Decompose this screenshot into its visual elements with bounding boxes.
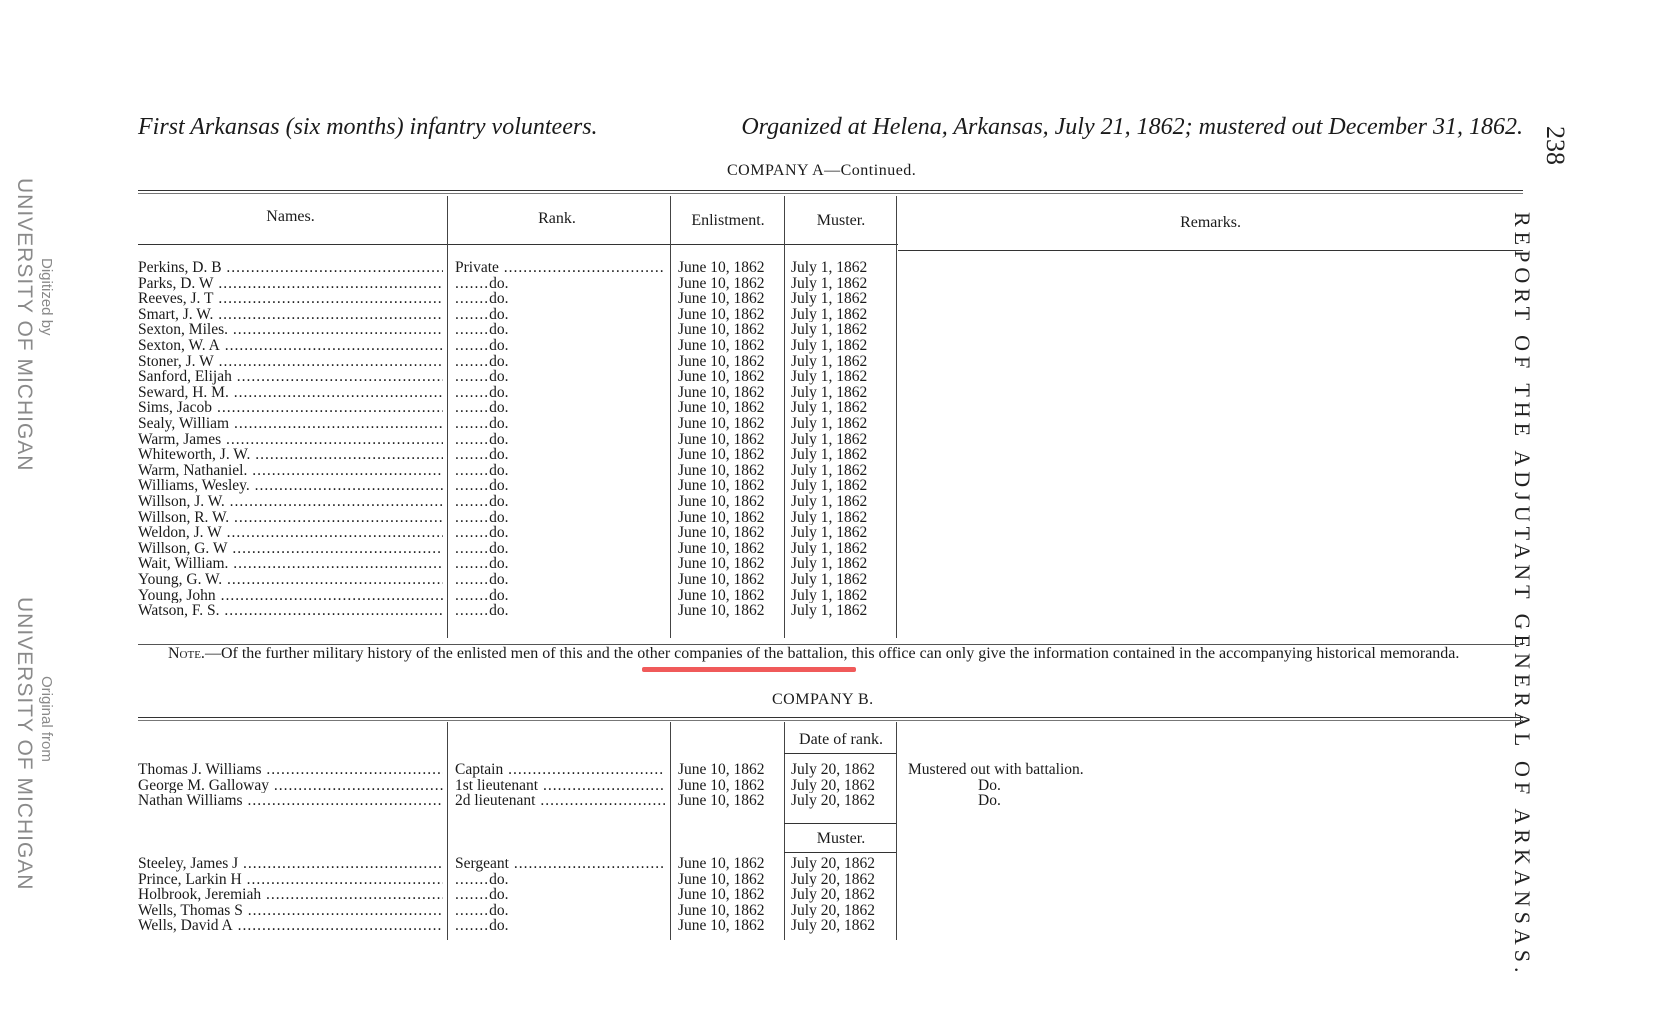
note-text: —Of the further military history of the enlisted men of this and the other companies of the battalion, this office can only give the information contained in the accompanying historical memoranda.: [204, 645, 1460, 662]
rank-cell: ....... do.: [455, 432, 665, 448]
company-b-top-rule: [138, 717, 1523, 718]
enlistment-cell: June 10, 1862: [678, 856, 765, 872]
column-rule-4: [896, 196, 897, 638]
muster-cell: July 1, 1862: [791, 447, 868, 463]
enlistment-cell: June 10, 1862: [678, 338, 765, 354]
name-cell: Reeves, J. T .....: [138, 291, 443, 307]
rank-cell: ....... do.: [455, 322, 665, 338]
enlistment-cell: June 10, 1862: [678, 777, 765, 794]
rank-cell: ....... do.: [455, 307, 665, 323]
name-cell: George M. Galloway .....: [138, 778, 443, 794]
rank-cell: ....... do.: [455, 541, 665, 557]
muster-cell: July 1, 1862: [791, 509, 868, 526]
muster-cell: July 1, 1862: [791, 462, 868, 479]
date-of-rank-header: Date of rank.: [799, 731, 883, 748]
enlistment-cell: June 10, 1862: [678, 369, 765, 385]
rank-cell: ....... do.: [455, 369, 665, 385]
enlistment-cell: June 10, 1862: [678, 494, 765, 510]
date-of-rank-cell: July 20, 1862: [791, 777, 875, 794]
muster-cell: July 1, 1862: [791, 478, 868, 494]
name-cell: Sealy, William .....: [138, 416, 443, 432]
name-cell: Seward, H. M. .....: [138, 385, 443, 401]
remarks-cell: Do.: [978, 777, 1001, 794]
date-of-rank-rule: [784, 753, 896, 754]
enlistment-cell: June 10, 1862: [678, 918, 765, 934]
enlistment-cell: June 10, 1862: [678, 478, 765, 494]
muster-cell: July 1, 1862: [791, 540, 868, 557]
name-cell: Sanford, Elijah .....: [138, 369, 443, 385]
rank-cell: ....... do.: [455, 556, 665, 572]
name-cell: Warm, Nathaniel. .....: [138, 463, 443, 479]
rank-cell: ....... do.: [455, 478, 665, 494]
muster-cell: July 1, 1862: [791, 338, 868, 354]
name-cell: Nathan Williams .....: [138, 793, 443, 809]
rank-cell: ....... do.: [455, 354, 665, 370]
rank-cell: ....... do.: [455, 603, 665, 619]
original-from-label: Original from: [38, 676, 55, 762]
name-cell: Perkins, D. B .....: [138, 260, 443, 276]
rank-cell: ....... do.: [455, 494, 665, 510]
column-header-names: Names.: [266, 208, 315, 225]
header-unit-title: First Arkansas (six months) infantry volunteers.: [138, 114, 598, 140]
rank-cell: ....... do.: [455, 588, 665, 604]
name-cell: Sexton, Miles. .....: [138, 322, 443, 338]
enlistment-cell: June 10, 1862: [678, 509, 765, 526]
name-cell: Wells, David A .....: [138, 918, 443, 934]
enlistment-cell: June 10, 1862: [678, 793, 765, 809]
muster-cell: July 1, 1862: [791, 603, 868, 619]
name-cell: Williams, Wesley. .....: [138, 478, 443, 494]
b-column-rule-1: [447, 722, 448, 940]
name-cell: Whiteworth, J. W. .....: [138, 447, 443, 463]
rank-cell: ....... do.: [455, 447, 665, 463]
rank-cell: ....... do.: [455, 416, 665, 432]
muster-cell: July 1, 1862: [791, 369, 868, 385]
company-a-title: COMPANY A—Continued.: [727, 162, 917, 179]
enlistment-cell: June 10, 1862: [678, 275, 765, 292]
rank-cell: ....... do.: [455, 903, 665, 919]
running-head: REPORT OF THE ADJUTANT GENERAL OF ARKANSAS.: [1510, 212, 1535, 978]
name-cell: Sims, Jacob .....: [138, 400, 443, 416]
enlistment-cell: June 10, 1862: [678, 291, 765, 307]
name-cell: Wait, William. .....: [138, 556, 443, 572]
rank-cell: Sergeant .....: [455, 856, 665, 872]
muster-cell: July 20, 1862: [791, 902, 875, 919]
muster-cell: July 1, 1862: [791, 353, 868, 370]
enlistment-cell: June 10, 1862: [678, 431, 765, 448]
enlistment-cell: June 10, 1862: [678, 384, 765, 401]
table-top-rule-2: [138, 193, 1523, 194]
muster-cell: July 1, 1862: [791, 494, 868, 510]
b-column-rule-4: [896, 722, 897, 940]
enlistment-cell: June 10, 1862: [678, 572, 765, 588]
page-header: [138, 114, 1523, 141]
company-b-top-rule-2: [138, 720, 1523, 721]
enlistment-cell: June 10, 1862: [678, 902, 765, 919]
rank-cell: ....... do.: [455, 510, 665, 526]
muster-cell: July 20, 1862: [791, 871, 875, 888]
rank-cell: ....... do.: [455, 385, 665, 401]
name-cell: Steeley, James J .....: [138, 856, 443, 872]
name-cell: Parks, D. W .....: [138, 276, 443, 292]
page-number: 238: [1541, 126, 1570, 165]
muster-cell: July 1, 1862: [791, 384, 868, 401]
column-rule-1: [447, 196, 448, 638]
name-cell: Weldon, J. W .....: [138, 525, 443, 541]
enlistment-cell: June 10, 1862: [678, 871, 765, 888]
rank-cell: ....... do.: [455, 463, 665, 479]
name-cell: Wells, Thomas S .....: [138, 903, 443, 919]
muster-cell: July 1, 1862: [791, 572, 868, 588]
rank-cell: ....... do.: [455, 572, 665, 588]
muster-cell: July 1, 1862: [791, 322, 868, 338]
rank-cell: Private .....: [455, 260, 665, 276]
column-rule-2: [670, 196, 671, 638]
muster-cell: July 20, 1862: [791, 918, 875, 934]
name-cell: Young, John .....: [138, 588, 443, 604]
name-cell: Willson, R. W. .....: [138, 510, 443, 526]
column-header-muster: Muster.: [816, 212, 866, 229]
enlistment-cell: June 10, 1862: [678, 260, 765, 276]
remarks-head-rule: [898, 250, 1523, 251]
muster-cell: July 1, 1862: [791, 431, 868, 448]
name-cell: Smart, J. W. .....: [138, 307, 443, 323]
header-organization-dates: Organized at Helena, Arkansas, July 21, 1862; mustered out December 31, 1862.: [741, 114, 1523, 140]
date-of-rank-cell: July 20, 1862: [791, 793, 875, 809]
name-cell: Warm, James .....: [138, 432, 443, 448]
rank-cell: ....... do.: [455, 525, 665, 541]
enlistment-cell: June 10, 1862: [678, 525, 765, 541]
enlistment-cell: June 10, 1862: [678, 556, 765, 572]
rank-cell: ....... do.: [455, 291, 665, 307]
date-of-rank-cell: July 20, 1862: [791, 762, 875, 778]
muster-cell: July 1, 1862: [791, 306, 868, 323]
muster-cell: July 1, 1862: [791, 291, 868, 307]
name-cell: Prince, Larkin H .....: [138, 872, 443, 888]
enlistment-cell: June 10, 1862: [678, 322, 765, 338]
enlistment-cell: June 10, 1862: [678, 603, 765, 619]
rank-cell: ....... do.: [455, 918, 665, 934]
rank-cell: ....... do.: [455, 887, 665, 903]
enlistment-cell: June 10, 1862: [678, 540, 765, 557]
enlistment-cell: June 10, 1862: [678, 306, 765, 323]
note-paragraph: [138, 646, 1523, 662]
muster-cell: July 1, 1862: [791, 587, 868, 604]
rank-cell: Captain .....: [455, 762, 665, 778]
name-cell: Watson, F. S. .....: [138, 603, 443, 619]
muster-cell: July 1, 1862: [791, 416, 868, 432]
table-top-rule: [138, 190, 1523, 191]
digitized-university-label: UNIVERSITY OF MICHIGAN: [13, 178, 36, 472]
column-header-remarks: Remarks.: [1180, 214, 1241, 231]
enlistment-cell: June 10, 1862: [678, 762, 765, 778]
rank-cell: 2d lieutenant .....: [455, 793, 665, 809]
muster-cell: July 20, 1862: [791, 856, 875, 872]
muster-cell: July 1, 1862: [791, 260, 868, 276]
column-header-enlistment: Enlistment.: [691, 212, 765, 229]
name-cell: Young, G. W. .....: [138, 572, 443, 588]
name-cell: Willson, G. W .....: [138, 541, 443, 557]
original-university-label: UNIVERSITY OF MICHIGAN: [13, 597, 36, 891]
muster-cell: July 1, 1862: [791, 556, 868, 572]
name-cell: Willson, J. W. .....: [138, 494, 443, 510]
rank-cell: 1st lieutenant .....: [455, 778, 665, 794]
remarks-cell: Mustered out with battalion.: [908, 762, 1084, 778]
rank-cell: ....... do.: [455, 338, 665, 354]
enlistment-cell: June 10, 1862: [678, 462, 765, 479]
name-cell: Holbrook, Jeremiah .....: [138, 887, 443, 903]
enlistment-cell: June 10, 1862: [678, 416, 765, 432]
rank-cell: ....... do.: [455, 400, 665, 416]
b-column-rule-2: [670, 722, 671, 940]
enlistment-cell: June 10, 1862: [678, 400, 765, 416]
name-cell: Thomas J. Williams .....: [138, 762, 443, 778]
company-b-title: COMPANY B.: [772, 691, 874, 708]
muster-cell: July 1, 1862: [791, 525, 868, 541]
note-lead: Note.: [168, 645, 205, 662]
rank-cell: ....... do.: [455, 276, 665, 292]
name-cell: Stoner, J. W .....: [138, 354, 443, 370]
enlistment-cell: June 10, 1862: [678, 353, 765, 370]
enlistment-cell: June 10, 1862: [678, 587, 765, 604]
remarks-cell: Do.: [978, 793, 1001, 809]
enlistment-cell: June 10, 1862: [678, 887, 765, 903]
enlistment-cell: June 10, 1862: [678, 447, 765, 463]
digitized-by-label: Digitized by: [38, 258, 55, 336]
muster-cell: July 1, 1862: [791, 275, 868, 292]
muster-cell: July 1, 1862: [791, 400, 868, 416]
column-header-rank: Rank.: [538, 210, 576, 227]
muster-sub-rule-bottom: [784, 852, 896, 853]
highlight-underline: [642, 667, 856, 672]
muster-cell: July 20, 1862: [791, 887, 875, 903]
muster-sub-header: Muster.: [816, 830, 866, 847]
rank-cell: ....... do.: [455, 872, 665, 888]
name-cell: Sexton, W. A .....: [138, 338, 443, 354]
muster-sub-rule-top: [784, 823, 896, 824]
